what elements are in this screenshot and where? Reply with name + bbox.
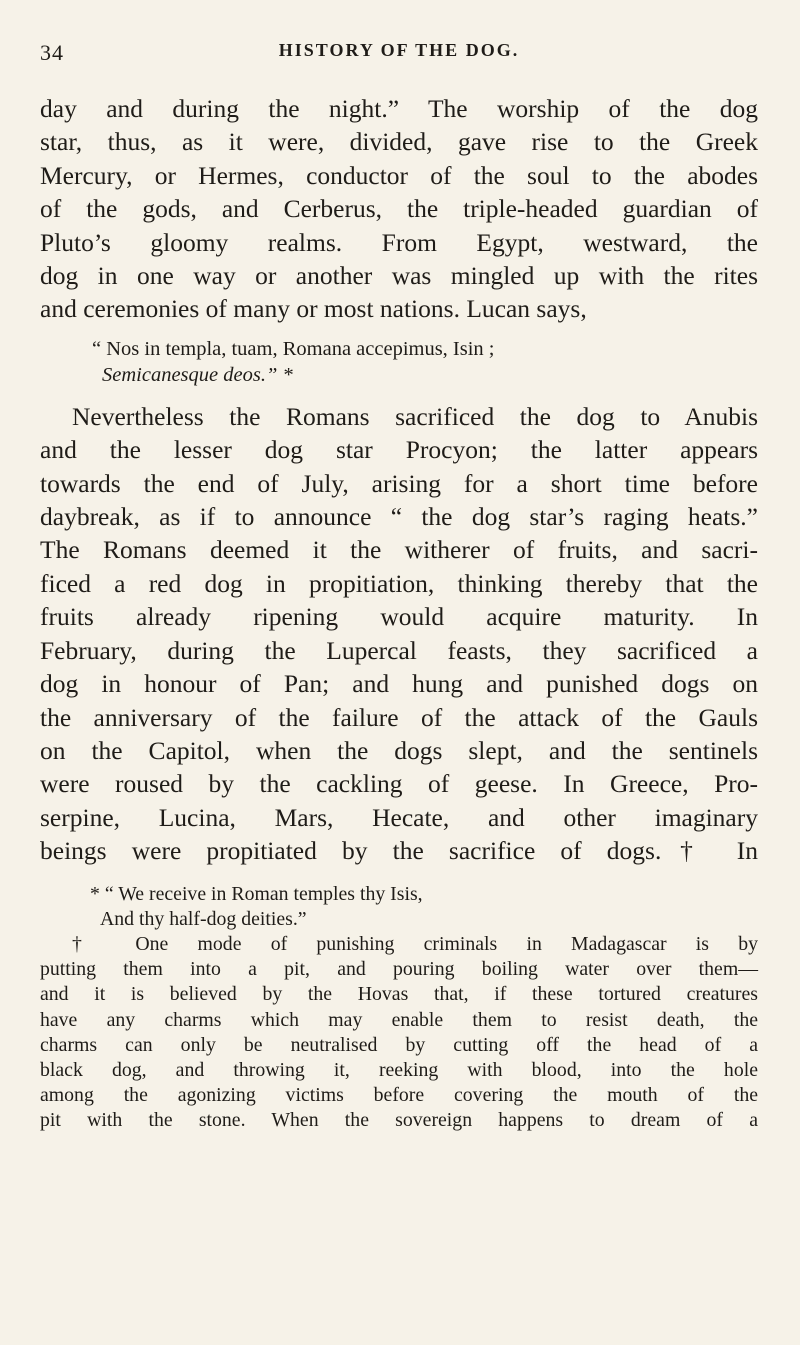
body-text bbox=[40, 92, 758, 868]
text-line: daybreak, as if to announce “ the dog star’s raging heats.” bbox=[40, 502, 758, 532]
text-line: and ceremonies of many or most nations. Lucan says, bbox=[40, 294, 587, 324]
footnote-2-line: among the agonizing victims before covering the mouth of the bbox=[40, 1084, 758, 1107]
quote-line: “ Nos in templa, tuam, Romana accepimus, Isin ; bbox=[92, 337, 495, 360]
text-line: and the lesser dog star Procyon; the latter appears bbox=[40, 435, 758, 465]
text-line: serpine, Lucina, Mars, Hecate, and other imaginary bbox=[40, 802, 758, 832]
text-line: star, thus, as it were, divided, gave rise to the Greek bbox=[40, 127, 758, 157]
text-line: Mercury, or Hermes, conductor of the soul to the abodes bbox=[40, 160, 758, 190]
text-line: of the gods, and Cerberus, the triple-headed guardian of bbox=[40, 194, 758, 224]
running-head bbox=[40, 40, 758, 92]
footnotes bbox=[40, 882, 758, 1134]
text-line: Nevertheless the Romans sacrificed the dog to Anubis bbox=[72, 401, 758, 431]
latin-quotation bbox=[92, 336, 758, 388]
text-line: day and during the night.” The worship of the dog bbox=[40, 94, 758, 123]
footnote-2-line: and it is believed by the Hovas that, if these tortured creatures bbox=[40, 983, 758, 1006]
footnote-1-line: And thy half-dog deities.” bbox=[100, 907, 307, 930]
text-line: fruits already ripening would acquire maturity. In bbox=[40, 602, 758, 632]
text-line: Pluto’s gloomy realms. From Egypt, westward, the bbox=[40, 227, 758, 257]
text-line: dog in one way or another was mingled up with the rites bbox=[40, 261, 758, 291]
footnote-2-line: pit with the stone. When the sovereign happens to dream of a bbox=[40, 1109, 758, 1132]
footnote-2-line: putting them into a pit, and pouring boiling water over them— bbox=[40, 958, 758, 981]
footnote-1-line: * “ We receive in Roman temples thy Isis, bbox=[90, 882, 423, 905]
text-line: ficed a red dog in propitiation, thinking thereby that the bbox=[40, 568, 758, 598]
text-line: dog in honour of Pan; and hung and punished dogs on bbox=[40, 669, 758, 699]
text-line: were roused by the cackling of geese. In Greece, Pro- bbox=[40, 769, 758, 799]
text-line: February, during the Lupercal feasts, they sacrificed a bbox=[40, 635, 758, 665]
quote-line: Semicanesque deos.” * bbox=[102, 363, 293, 386]
page-number: 34 bbox=[40, 40, 64, 65]
footnote-2-line: black dog, and throwing it, reeking with blood, into the hole bbox=[40, 1058, 758, 1081]
text-line: on the Capitol, when the dogs slept, and the sentinels bbox=[40, 735, 758, 765]
running-title: HISTORY OF THE DOG. bbox=[278, 40, 520, 60]
text-line: towards the end of July, arising for a short time before bbox=[40, 468, 758, 498]
footnote-2-line: † One mode of punishing criminals in Madagascar is by bbox=[72, 932, 758, 955]
footnote-2-line: have any charms which may enable them to resist death, the bbox=[40, 1008, 758, 1031]
text-line: beings were propitiated by the sacrifice of dogs.† In bbox=[40, 836, 758, 866]
text-line: the anniversary of the failure of the attack of the Gauls bbox=[40, 702, 758, 732]
footnote-2-line: charms can only be neutralised by cutting off the head of a bbox=[40, 1033, 758, 1056]
text-line: The Romans deemed it the witherer of fruits, and sacri- bbox=[40, 535, 758, 565]
